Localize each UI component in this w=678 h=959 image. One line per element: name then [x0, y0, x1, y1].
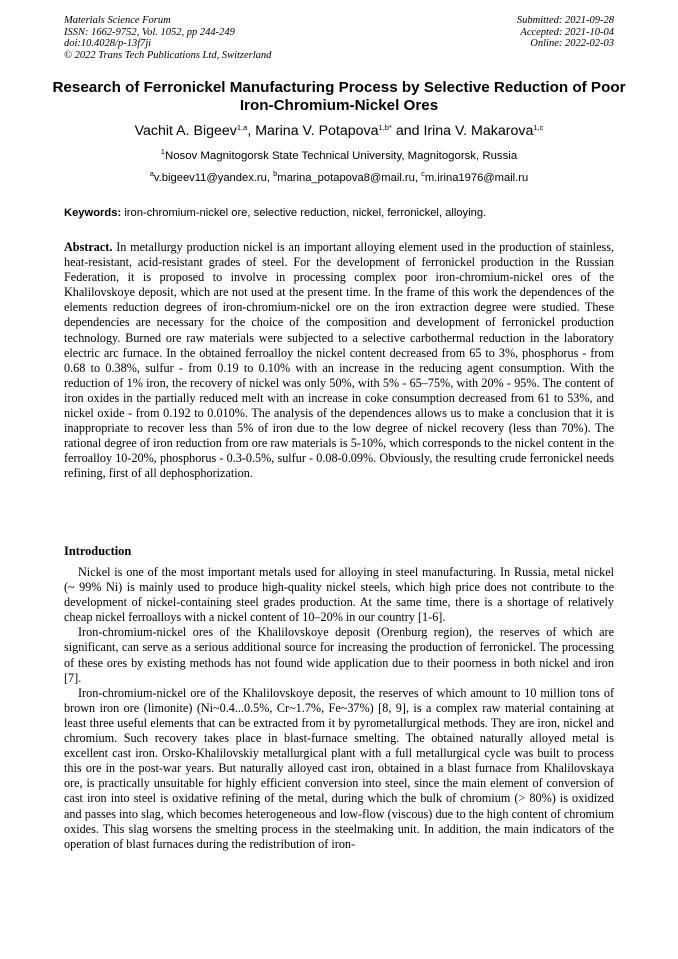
email-address: v.bigeev11@yandex.ru — [153, 172, 267, 184]
author-emails — [40, 171, 638, 185]
affiliation — [40, 149, 638, 163]
copyright-line: © 2022 Trans Tech Publications Ltd, Switzerland — [64, 49, 272, 61]
paragraph: Iron-chromium-nickel ore of the Khalilovskoye deposit, the reserves of which amount to 10 million tons of brown iron ore (limonite) (Ni~0.4...0.5%, Cr~1.7%, Fe~37%) [8, 9], is a complex raw material containing at least three useful elements that can be extracted from it by pyrometallurgical methods. They are iron, nickel and chromium. Such recovery takes place in blast-furnace smelting. The obtained naturally alloyed metal is excellent cast iron. Orsko-Khalilovskiy metallurgical plant with a full metallurgical cycle was built to process this ore in the post-war years. But naturally alloyed cast iron, obtained in a blast furnace from Khalilovskaya ore, is practically unsuitable for highly efficient conversion into steel, since the main element of conversion of cast iron into steel is oxidative refining of the metal, during which the bulk of chromium (> 80%) is oxidized and passes into slag, which becomes heterogeneous and low-flow (viscous) due to the high content of chromium oxides. This slag worsens the smelting process in the steelmaking unit. In addition, the main indicators of the operation of blast furnaces during the redistribution of iron- — [64, 685, 614, 851]
keywords-label: Keywords: — [64, 207, 122, 219]
abstract-text: In metallurgy production nickel is an important alloying element used in the production of stainless, heat-resistant, acid-resistant grades of steel. For the development of ferronickel production in the Russian Federation, it is proposed to involve in processing complex poor iron-chromium-nickel ores of the Khalilovskoye deposit, which are not used at the present time. In the frame of this work the dependences of the elements reduction degrees of iron-chromium-nickel ore on the iron extraction degree were studied. These dependencies are necessary for the choice of the composition and development of ferronickel production technology. Burned ore raw materials were subjected to a selective carbothermal reduction in the laboratory electric arc furnace. In the obtained ferroalloy the nickel content decreased from 65 to 3%, phosphorus - from 0.68 to 0.38%, sulfur - from 0.19 to 0.10% with an increase in the reducing agent consumption. With the reduction of 1% iron, the recovery of nickel was only 50%, with 5% - 65–75%, with 20% - 95%. The content of iron oxides in the partially reduced melt with an increase in coke consumption decreased from 61 to 53%, and nickel oxide - from 0.192 to 0.010%. The analysis of the dependences allows us to make a conclusion that it is inappropriate to recover less than 5% of iron due to the low degree of nickel recovery (less than 70%). The rational degree of iron reduction from ore raw materials is 5-10%, which corresponds to the nickel content in the ferroalloy 10-20%, phosphorus - 0.3-0.5%, sulfur - 0.08-0.09%. Obviously, the resulting crude ferronickel needs refining, first of all dephosphorization. — [64, 240, 615, 481]
author-affiliation-mark: 1,c — [533, 123, 544, 132]
dates-info — [517, 15, 614, 50]
keywords-text: iron-chromium-nickel ore, selective reduction, nickel, ferronickel, alloying. — [124, 207, 487, 219]
email-address: marina_potapova8@mail.ru — [277, 172, 415, 184]
author-name: Vachit A. Bigeev — [134, 123, 237, 139]
online-date: Online: 2022-02-03 — [530, 38, 614, 49]
affiliation-text: Nosov Magnitogorsk State Technical University, Magnitogorsk, Russia — [164, 150, 518, 162]
author-affiliation-mark: 1,a — [236, 123, 248, 132]
email-mark: a — [149, 169, 154, 178]
doi-line: doi:10.4028/p-13f7ji — [64, 38, 152, 49]
introduction-body — [64, 565, 614, 852]
author-separator: and — [391, 123, 424, 139]
paragraph: Iron-chromium-nickel ores of the Khalilovskoye deposit (Orenburg region), the reserves of which are significant, can serve as a serious additional source for increasing the production of ferronickel. The processing of these ores by existing methods has not found wide application due to their poorness in both nickel and iron [7]. — [64, 625, 614, 685]
paper-title: Research of Ferronickel Manufacturing Process by Selective Reduction of Poor Iron-Chromium-Nickel Ores — [52, 79, 626, 114]
abstract-label: Abstract. — [64, 240, 113, 254]
author-affiliation-mark: 1,b* — [378, 123, 392, 132]
accepted-date: Accepted: 2021-10-04 — [520, 26, 614, 38]
email-address: m.irina1976@mail.ru — [424, 172, 529, 184]
email-separator: , — [414, 172, 422, 184]
section-heading-introduction: Introduction — [64, 544, 132, 558]
paragraph: Nickel is one of the most important metals used for alloying in steel manufacturing. In Russia, metal nickel (~ 99% Ni) is mainly used to produce high-quality nickel steels, which high price does not contribute to the development of nickel-containing steel grades production. At the same time, there is a shortage of relatively cheap nickel ferroalloys with a nickel content of 10–20% in our country [1-6]. — [64, 565, 614, 625]
issn-line: ISSN: 1662-9752, Vol. 1052, pp 244-249 — [64, 26, 235, 38]
email-mark: b — [273, 169, 278, 178]
author-name: Marina V. Potapova — [255, 123, 379, 139]
abstract — [64, 240, 614, 482]
email-separator: , — [266, 172, 274, 184]
publication-info — [64, 15, 271, 61]
affiliation-mark: 1 — [160, 147, 165, 156]
author-list — [40, 122, 638, 140]
submitted-date: Submitted: 2021-09-28 — [516, 15, 614, 26]
author-separator: , — [247, 123, 256, 139]
journal-name: Materials Science Forum — [64, 15, 171, 26]
keywords — [64, 206, 614, 220]
author-name: Irina V. Makarova — [423, 123, 534, 139]
email-mark: c — [421, 169, 425, 178]
